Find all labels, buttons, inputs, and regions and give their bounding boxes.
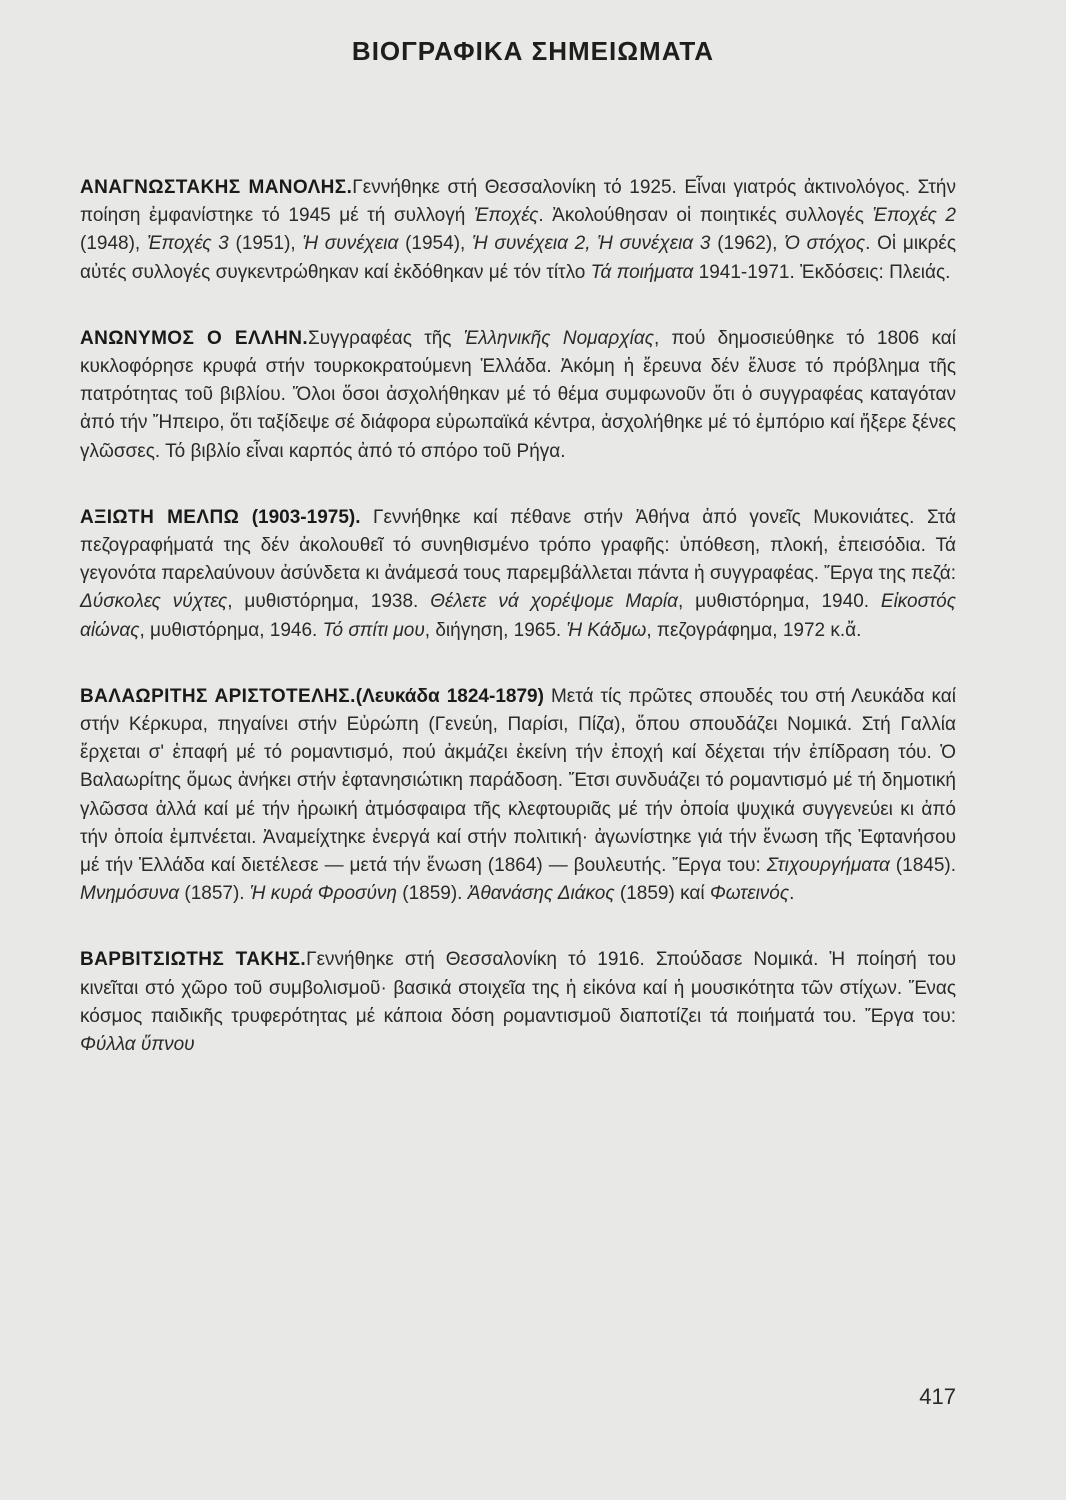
work-title: Τά ποιήματα	[590, 261, 694, 283]
entry-text: (1948),	[80, 233, 147, 255]
entry-text: , διήγηση, 1965.	[424, 619, 567, 641]
entry-text: , μυθιστόρημα, 1940.	[677, 591, 881, 613]
work-title: Μνημόσυνα	[80, 883, 180, 905]
work-title: Ὁ στόχος	[784, 233, 866, 255]
entry-anonymos	[80, 325, 956, 466]
entry-anagnostakis	[80, 174, 956, 287]
work-title: Ἐποχές	[473, 205, 539, 227]
entry-heading: ΑΞΙΩΤΗ ΜΕΛΠΩ	[80, 506, 240, 528]
entry-heading: ΑΝΩΝΥΜΟΣ Ο ΕΛΛΗΝ.	[80, 327, 309, 349]
work-title: Ἀθανάσης Διάκος	[467, 883, 615, 905]
entry-text: (1857).	[179, 883, 250, 905]
entry-dates: (1903-1975).	[239, 506, 361, 528]
biography-entries	[80, 174, 956, 1097]
work-title: Στιχουργήματα	[766, 855, 890, 877]
work-title: Ἡ Κάδμω	[566, 619, 647, 641]
work-title: Θέλετε νά χορέψομε Μαρία	[430, 591, 678, 613]
entry-text: Συγγραφέας τῆς	[308, 327, 464, 349]
entry-text: , πού δημοσιεύθηκε τό 1806 καί κυκλοφόρησε κρυφά στήν τουρκοκρατούμενη Ἑλλάδα. Ἀκόμη ἡ ἔρευνα δέν ἔλυσε τό πρόβλημα τῆς πατρότητας τοῦ βιβλίου. Ὅλοι ὅσοι ἀσχολήθηκαν μέ τό θέμα συμφωνοῦν ὅτι ὁ συγγραφέας καταγόταν ἀπό τήν Ἤπειρο, ὅτι ταξίδεψε σέ διάφορα εὐρωπαϊκά κέντρα, ἀσχολήθηκε μέ τό ἐμπόριο καί ἤξερε ξένες γλῶσσες. Τό βιβλίο εἶναι καρπός ἀπό τό σπόρο τοῦ Ρήγα.	[80, 327, 956, 462]
page-number: 417	[919, 1384, 956, 1409]
entry-text: (1845).	[889, 855, 956, 877]
work-title: Φύλλα ὕπνου	[80, 1034, 195, 1056]
page-title: ΒΙΟΓΡΑΦΙΚΑ ΣΗΜΕΙΩΜΑΤΑ	[351, 36, 715, 66]
work-title: Ἑλληνικῆς Νομαρχίας	[463, 327, 654, 349]
entry-text: , πεζογράφημα, 1972 κ.ἄ.	[646, 619, 862, 641]
entry-heading: ΒΑΡΒΙΤΣΙΩΤΗΣ ΤΑΚΗΣ.	[80, 949, 307, 971]
work-title: Εἰκοστός αἰώνας	[80, 591, 956, 641]
work-title: Ἐποχές 2	[872, 205, 957, 227]
entry-heading: ΑΝΑΓΝΩΣΤΑΚΗΣ ΜΑΝΟΛΗΣ.	[80, 177, 353, 198]
entry-text: , μυθιστόρημα, 1938.	[227, 591, 431, 613]
work-title: Ἡ συνέχεια	[302, 233, 399, 255]
work-title: Ἐποχές 3	[146, 233, 229, 255]
entry-dates: (Λευκάδα 1824-1879)	[355, 685, 544, 707]
entry-axioti	[80, 504, 956, 645]
work-title: Δύσκολες νύχτες	[80, 591, 228, 613]
entry-text: 1941-1971. Ἐκδόσεις: Πλειάς.	[693, 261, 951, 283]
entry-text: (1951),	[228, 233, 303, 255]
entry-text: , μυθιστόρημα, 1946.	[139, 619, 323, 641]
entry-text: .	[789, 883, 795, 905]
entry-text: (1962),	[710, 233, 785, 255]
entry-text: (1859).	[396, 883, 468, 905]
entry-text: Γεννήθηκε καί πέθανε στήν Ἀθήνα ἀπό γονεῖς Μυκονιάτες. Στά πεζογραφήματά της δέν ἀκολουθεῖ τό συνηθισμένο τρόπο γραφῆς: ὑπόθεση, πλοκή, ἐπεισόδια. Τά γεγονότα παρελαύνουν ἀσύνδετα κι ἀνάμεσά τους παρεμβάλλεται πάντα ἡ συγγραφέας. Ἔργα της πεζά:	[80, 506, 957, 585]
work-title: Ἡ κυρά Φροσύνη	[249, 883, 397, 905]
entry-text: Μετά τίς πρῶτες σπουδές του στή Λευκάδα καί στήν Κέρκυρα, πηγαίνει στήν Εὐρώπη (Γενεύη, Παρίσι, Πίζα), ὅπου σπουδάζει Νομικά. Στή Γαλλία ἔρχεται σ' ἐπαφή μέ τό ρομαντισμό, πού ἀκμάζει ἐκείνη τήν ἐποχή καί δέχεται τήν ἐπίδραση τόυ. Ὁ Βαλαωρίτης ὅμως ἀνήκει στήν ἑφτανησιώτικη παράδοση. Ἔτσι συνδυάζει τό ρομαντισμό μέ τή δημοτική γλῶσσα ἀλλά καί μέ τήν ἡρωική ἀτμόσφαιρα τῆς κλεφτουριᾶς μέ τήν ὁποία ψυχικά συγγενεύει κι ἀπό τήν ὁποία ἐμπνέεται. Ἀναμείχτηκε ἐνεργά καί στήν πολιτική· ἀγωνίστηκε γιά τήν ἕνωση τῆς Ἑφτανήσου μέ τήν Ἑλλάδα καί διετέλεσε — μετά τήν ἕνωση (1864) — βουλευτής. Ἔργα του:	[80, 685, 956, 877]
work-title: Ἡ συνέχεια 2, Ἡ συνέχεια 3	[472, 233, 711, 255]
entry-text: . Ἀκολούθησαν οἱ ποιητικές συλλογές	[538, 205, 873, 227]
entry-text: . Οἱ μικρές αὐτές συλλογές συγκεντρώθηκαν καί ἐκδόθηκαν μέ τόν τίτλο	[80, 233, 956, 283]
entry-text: (1859) καί	[614, 883, 710, 905]
entry-text: Γεννήθηκε στή Θεσσαλονίκη τό 1916. Σπούδασε Νομικά. Ἡ ποίησή του κινεῖται στό χῶρο τοῦ συμβολισμοῦ· βασικά στοιχεῖα της ἡ εἰκόνα καί ἡ μουσικότητα τῶν στίχων. Ἕνας κόσμος παιδικῆς τρυφερότητας μέ κάποια δόση ρομαντισμοῦ διαποτίζει τά ποιήματά του. Ἔργα του:	[80, 949, 956, 1027]
entry-text: (1954),	[398, 233, 473, 255]
work-title: Φωτεινός	[709, 883, 790, 905]
entry-valaoritis	[80, 683, 956, 909]
entry-text: Γεννήθηκε στή Θεσσαλονίκη τό 1925. Εἶναι γιατρός ἀκτινολόγος. Στήν ποίηση ἐμφανίστηκε τό 1945 μέ τή συλλογή	[80, 177, 956, 227]
entry-heading: ΒΑΛΑΩΡΙΤΗΣ ΑΡΙΣΤΟΤΕΛΗΣ.	[80, 685, 356, 707]
entry-varvitsiotis	[80, 946, 956, 1059]
work-title: Τό σπίτι μου	[322, 619, 425, 641]
